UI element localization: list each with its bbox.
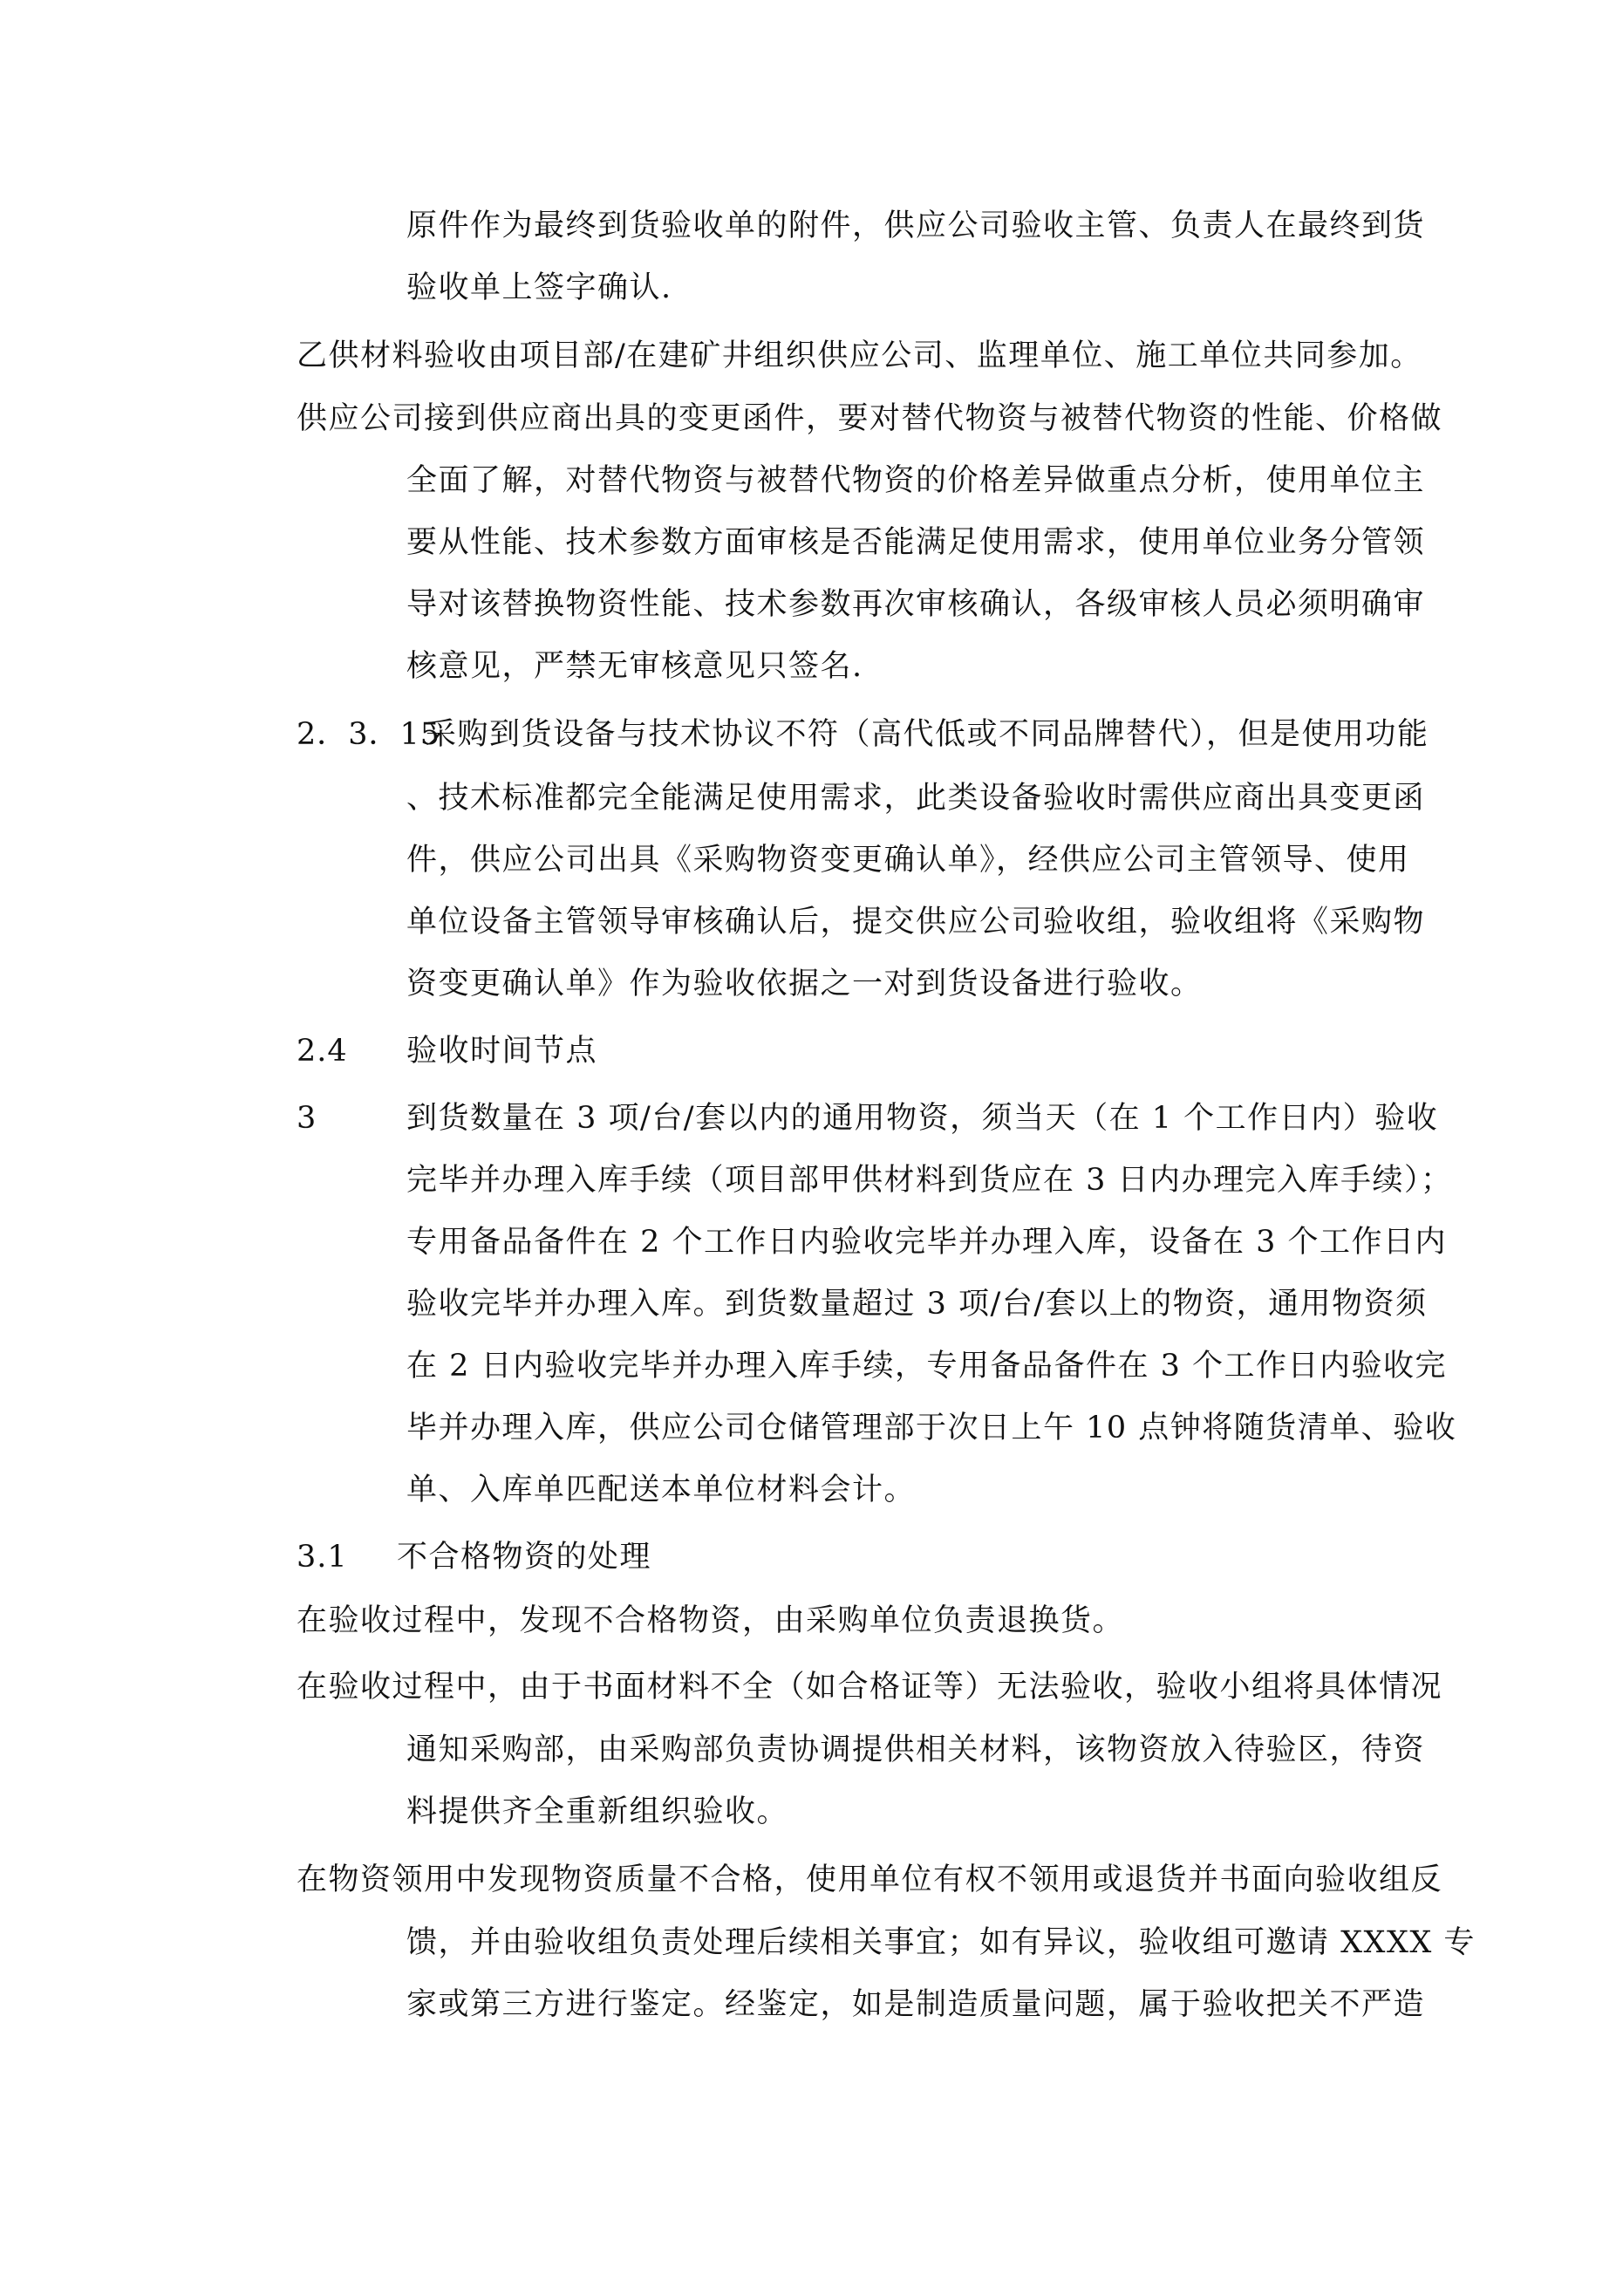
body-text-line: 供应公司接到供应商出具的变更函件，要对替代物资与被替代物资的性能、价格做 xyxy=(297,401,1443,436)
body-text-line: 资变更确认单》作为验收依据之一对到货设备进行验收。 xyxy=(406,967,1203,1001)
section-number: 2.4 xyxy=(297,1034,348,1069)
body-text-line: 在验收过程中，发现不合格物资，由采购单位负责退换货。 xyxy=(297,1603,1125,1638)
body-text-line: 要从性能、技术参数方面审核是否能满足使用需求，使用单位业务分管领 xyxy=(406,525,1426,560)
body-text-line: 家或第三方进行鉴定。经鉴定，如是制造质量问题，属于验收把关不严造 xyxy=(406,1987,1426,2022)
body-text-line: 馈，并由验收组负责处理后续相关事宜；如有异议，验收组可邀请 XXXX 专 xyxy=(406,1925,1476,1960)
body-text-line: 在物资领用中发现物资质量不合格，使用单位有权不领用或退货并书面向验收组反 xyxy=(297,1862,1443,1897)
body-text-line: 件，供应公司出具《采购物资变更确认单》，经供应公司主管领导、使用 xyxy=(406,843,1410,878)
section-number: 3 xyxy=(297,1101,317,1136)
body-text-line: 导对该替换物资性能、技术参数再次审核确认，各级审核人员必须明确审 xyxy=(406,587,1426,622)
body-text-line: 全面了解，对替代物资与被替代物资的价格差异做重点分析，使用单位主 xyxy=(406,463,1426,498)
body-text-line: 单位设备主管领导审核确认后，提交供应公司验收组，验收组将《采购物 xyxy=(406,905,1426,940)
section-heading: 验收时间节点 xyxy=(406,1034,598,1069)
body-text-line: 毕并办理入库，供应公司仓储管理部于次日上午 10 点钟将随货清单、验收 xyxy=(406,1411,1457,1445)
body-text-line: 原件作为最终到货验收单的附件，供应公司验收主管、负责人在最终到货 xyxy=(406,208,1426,243)
body-text-line: 验收完毕并办理入库。到货数量超过 3 项/台/套以上的物资，通用物资须 xyxy=(406,1287,1428,1322)
body-text-line: 单、入库单匹配送本单位材料会计。 xyxy=(406,1473,917,1507)
body-text-line: 核意见，严禁无审核意见只签名. xyxy=(406,649,863,684)
body-text-line: 专用备品备件在 2 个工作日内验收完毕并办理入库，设备在 3 个工作日内 xyxy=(406,1225,1448,1260)
body-text-line: 在 2 日内验收完毕并办理入库手续，专用备品备件在 3 个工作日内验收完 xyxy=(406,1349,1448,1384)
section-heading: 不合格物资的处理 xyxy=(397,1540,652,1575)
body-text-line: 乙供材料验收由项目部/在建矿井组织供应公司、监理单位、施工单位共同参加。 xyxy=(297,338,1422,373)
body-text-line: 验收单上签字确认. xyxy=(406,270,672,305)
section-number: 2．3．15 xyxy=(297,717,441,752)
body-text-line: 、技术标准都完全能满足使用需求，此类设备验收时需供应商出具变更函 xyxy=(406,781,1426,816)
section-number: 3.1 xyxy=(297,1540,348,1575)
body-text-line: 完毕并办理入库手续（项目部甲供材料到货应在 3 日内办理完入库手续）； xyxy=(406,1163,1453,1198)
body-text-line: 在验收过程中，由于书面材料不全（如合格证等）无法验收，验收小组将具体情况 xyxy=(297,1670,1443,1705)
body-text-line: 采购到货设备与技术协议不符（高代低或不同品牌替代），但是使用功能 xyxy=(426,717,1429,752)
body-text-line: 料提供齐全重新组织验收。 xyxy=(406,1794,789,1829)
body-text-line: 到货数量在 3 项/台/套以内的通用物资，须当天（在 1 个工作日内）验收 xyxy=(406,1101,1439,1136)
body-text-line: 通知采购部，由采购部负责协调提供相关材料，该物资放入待验区，待资 xyxy=(406,1732,1426,1767)
